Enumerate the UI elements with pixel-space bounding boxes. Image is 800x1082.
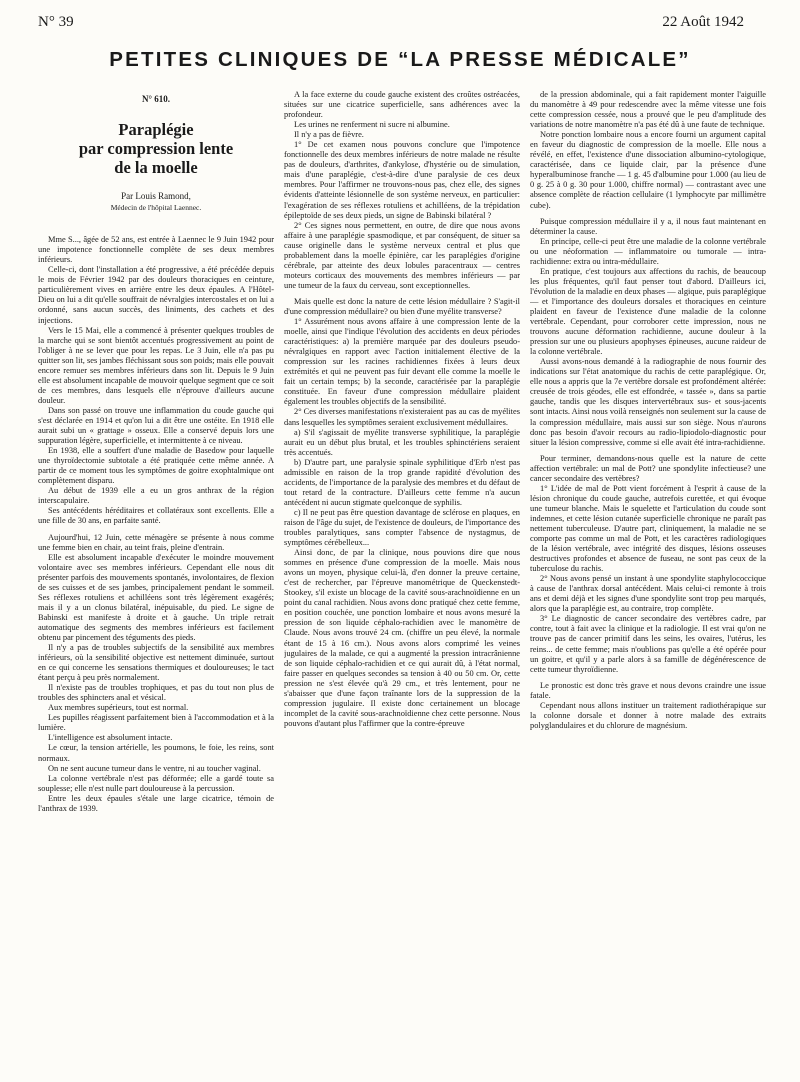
paragraph: 2° Nous avons pensé un instant à une spondylite staphylococcique à cause de l'anthrax dorsal antécédent. Mais celui-ci remonte à trois ans et demi déjà et les signes d'une spondylite sont trop peu marqués, alors que la paraplégie est, au contraire, trop complète. [530, 574, 766, 614]
paragraph: Mais quelle est donc la nature de cette lésion médullaire ? S'agit-il d'une compression médullaire? ou bien d'une myélite transverse? [284, 296, 520, 316]
column-2 [284, 90, 520, 1075]
paragraph: L'intelligence est absolument intacte. [48, 733, 173, 743]
paragraph: Pour terminer, demandons-nous quelle est la nature de cette affection vertébrale: un mal de Pott? une spondylite infectieuse? une cancer secondaire des vertèbres? [530, 453, 766, 483]
paragraph: b) D'autre part, une paralysie spinale syphilitique d'Erb n'est pas admissible en raison de la trop grande rapidité d'évolution des accidents, de l'importance de la paralysie des membres et du défaut de tout retard de la contracture. D'ailleurs cette femme n'a aucun antécédent ni aucun stigmate quelconque de syphilis. [284, 457, 520, 507]
article-title [38, 120, 274, 177]
paragraph: Ainsi donc, de par la clinique, nous pouvions dire que nous sommes en présence d'une compression de la moelle. Mais nous avons un moyen, physique celui-là, d'en donner la preuve certaine, c'est de rechercher, par l'épreuve manométrique de Queckenstedt-Stookey, s'il existe un blocage de la cavité sous-arachnoïdienne en un point du canal rachidien. Nous avons donc pratiqué chez cette femme, en position couchée, une ponction lombaire et nous avons mesuré la pression de son liquide céphalo-rachidien avec le manomètre de Claude. Nous avons trouvé 24 cm. (chiffre un peu élevé, la normale étant de 15 à 16 cm.). Nous avons alors comprimé les veines jugulaires de la malade, ce qui a augmenté la pression intracrânienne de son liquide céphalo-rachidien et ce qui aurait dû, à l'état normal, faire passer en quelques secondes sa tension à 40 ou 50 cm. Or, cette pression ne s'est élevée qu'à 29 cm., et très lentement, pour ne s'abaisser que d'une façon traînante lors de la suppression de la compression jugulaire. Il existe donc certainement un blocage incomplet de la cavité sous-arachnoïdienne chez cette personne. Nous pouvons d'autant plus l'affirmer que la contre-épreuve [284, 548, 520, 728]
column-3 [530, 90, 766, 1075]
paragraph: Notre ponction lombaire nous a encore fourni un argument capital en faveur du diagnostic de compression de la moelle. Elle nous a révélé, en effet, l'existence d'une dissociation albumino-cytologique, caractérisée, dans ce liquide clair, par la présence d'une hyperalbuminose franche — 1 g. 45 d'albumine pour 1.000 (au lieu de 0 g. 25 à 0 g. 30 pour 1.000, chiffre normal) — contrastant avec une absence complète de réaction cellulaire (1 lymphocyte par millimètre cube). [530, 130, 766, 210]
paragraph: Aux membres supérieurs, tout est normal. [48, 703, 189, 713]
paragraph: Il n'y a pas de fièvre. [294, 130, 364, 140]
title-line: Paraplégie [118, 120, 194, 140]
paragraph: 2° Ces signes nous permettent, en outre, de dire que nous avons affaire à une paraplégie spasmodique, et par conséquent, de situer sa cause originelle dans le système nerveux central et plus que probablement dans la moelle épinière, car les paraplégies d'origine cérébrale, par atteinte des deux lobules paracentraux — centres moteurs corticaux des mouvements des membres inférieurs — par une tumeur de la faux du cerveau, sont exceptionnelles. [284, 220, 520, 290]
author-affiliation: Médecin de l'hôpital Laennec. [110, 203, 202, 213]
issue-number: N° 39 [38, 14, 74, 30]
paragraph: Vers le 15 Mai, elle a commencé à présenter quelques troubles de la marche qui se sont bientôt accentués progressivement au point de l'obliger à ne se lever que pour les repas. Le 3 Juin, elle n'a pas pu quitter son lit, ses jambes fléchissant sous son poids; mais elle pouvait encore remuer ses membres inférieurs dans son lit. Depuis le 9 Juin elle est absolument incapable de mouvoir quelque segment que ce soit de ces membres, dans lesquels elle n'éprouve d'ailleurs aucune douleur. [38, 325, 274, 405]
article-author: Par Louis Ramond, [121, 191, 191, 202]
journal-banner: PETITES CLINIQUES DE “LA PRESSE MÉDICALE” [109, 48, 691, 71]
paragraph: Les pupilles réagissent parfaitement bien à l'accommodation et à la lumière. [38, 713, 274, 733]
column-1 [38, 92, 274, 1077]
paragraph: Le pronostic est donc très grave et nous devons craindre une issue fatale. [530, 680, 766, 700]
paragraph: La colonne vertébrale n'est pas déformée; elle a gardé toute sa souplesse; elle n'est nulle part douloureuse à la percussion. [38, 773, 274, 793]
paragraph: Aussi avons-nous demandé à la radiographie de nous fournir des indications sur l'état anatomique du rachis de cette paraplégique. Or, elle nous a appris que la 7e vertèbre dorsale est profondément altérée: creusée de trois géodes, elle est effondrée, « tassée », dans sa partie gauche, tandis que les disques intervertébraux sus- et sous-jacents sont intacts. Ainsi nous voilà renseignés non seulement sur la cause de la compression médullaire, mais aussi sur son siège. Nous n'aurons donc pas besoin d'avoir recours au radio-lipiodolo-diagnostic pour situer la lésion compressive, comme si elle avait été intra-rachidienne. [530, 357, 766, 447]
paragraph: Aujourd'hui, 12 Juin, cette ménagère se présente à nous comme une femme bien en chair, au teint frais, pleine d'entrain. [38, 532, 274, 552]
paragraph: 2° Ces diverses manifestations n'existeraient pas au cas de myélites dans lesquelles les symptômes seraient exclusivement médullaires. [284, 407, 520, 427]
paragraph: Elle est absolument incapable d'exécuter le moindre mouvement volontaire avec ses membres inférieurs. Cependant elle nous dit présenter parfois des mouvements spontanés, involontaires, de flexion de ses cuisses et de ses jambes, principalement pendant le sommeil. Ses réflexes rotuliens et achilléens sont très légèrement exagérés; mais il y a un clonus bilatéral, inépuisable, du pied. Le signe de Babinski est manifeste à droite et à gauche. Un triple retrait automatique des segments des membres inférieurs est facilement obtenu par pincement des téguments des pieds. [38, 552, 274, 642]
title-line: par compression lente [78, 139, 234, 159]
paragraph: En 1938, elle a souffert d'une maladie de Basedow pour laquelle une thyroïdectomie subtotale a été pratiquée cette même année. A partir de ce moment tous les symptômes de goitre exophtalmique ont complètement disparu. [38, 446, 274, 486]
paragraph: 1° Assurément nous avons affaire à une compression lente de la moelle, ainsi que l'indique l'évolution des accidents en deux périodes caractéristiques: a) la première marquée par des douleurs pseudo-névralgiques en rapport avec l'action initialement élective de la compression sur les racines rachidiennes fixées à leurs deux extrémités et qui ne peuvent pas fuir devant elle comme la moelle le fait un certain temps; b) la seconde, caractérisée par la paraplégie constituée. En faveur d'une compression médullaire plaident également les troubles objectifs de la sensibilité. [284, 317, 520, 407]
article-number: N° 610. [141, 94, 171, 104]
paragraph: En pratique, c'est toujours aux affections du rachis, de beaucoup les plus fréquentes, qu'il faut penser tout d'abord. D'ailleurs ici, l'évolution de la maladie en deux phases — algique, puis paraplégique — et l'importance des douleurs dorsales et thoraciques en ceinture plaident en faveur de l'existence d'une maladie de la colonne vertébrale. Cependant, pour corroborer cette impression, nous ne trouvons aucune déformation rachidienne, aucune douleur à la pression sur une ou plusieurs apophyses épineuses, aucune raideur de la colonne vertébrale. [530, 266, 766, 357]
paragraph: 1° De cet examen nous pouvons conclure que l'impotence fonctionnelle des deux membres inférieurs de notre malade ne résulte pas de douleurs, d'arthrites, d'ankylose, d'hystérie ou de simulation, mais d'une paraplégie, c'est-à-dire d'une paralysie de ces deux membres. Pour l'affirmer ne trouvons-nous pas, chez elle, des signes évidents d'atteinte lésionnelle de son système nerveux, en particulier: l'exagération de ses réflexes rotuliens et achilléens, de la trépidation épileptoïde de ses deux pieds, un signe de Babinski bilatéral ? [284, 140, 520, 220]
paragraph: En principe, celle-ci peut être une maladie de la colonne vertébrale ou une néoformation — inflammatoire ou tumorale — intra-rachidienne: extra ou intra-médullaire. [530, 236, 766, 266]
paragraph: Il n'y a pas de troubles subjectifs de la sensibilité aux membres inférieurs, où la sensibilité objective est nettement diminuée, surtout en ce qui concerne les sensations thermiques et douloureuses; le tact étant perçu à peu près normalement. [38, 643, 274, 683]
paragraph: 3° Le diagnostic de cancer secondaire des vertèbres cadre, par contre, tout à fait avec la clinique et la radiologie. Il est vrai qu'on ne trouve pas de cancer primitif dans les seins, les ovaires, l'utérus, les reins... de cette femme; mais n'oublions pas qu'elle a été opérée pour un goitre, et qu'il y a parle alors à sa famille de dégénérescence de cette tumeur thyroïdienne. [530, 614, 766, 674]
column-1-body [38, 235, 274, 814]
paragraph: Le cœur, la tension artérielle, les poumons, le foie, les reins, sont normaux. [38, 743, 274, 763]
paragraph: Mme S..., âgée de 52 ans, est entrée à Laennec le 9 Juin 1942 pour une impotence fonctionnelle complète de ses deux membres inférieurs. [38, 235, 274, 265]
paragraph: Dans son passé on trouve une inflammation du coude gauche qui s'est déclarée en 1914 et qu'on lui a dit être une ostéite. En 1918 elle aurait subi un « grattage » osseux. Elle a conservé depuis lors une suppuration légère, superficielle, et intermittente à ce niveau. [38, 405, 274, 446]
paragraph: 1° L'idée de mal de Pott vient forcément à l'esprit à cause de la lésion chronique du coude gauche, autrefois curettée, et qui évoque une tumeur blanche. Mais le squelette et l'articulation du coude sont indemnes, et cette lésion cutanée superficielle chronique ne paraît pas nettement tuberculeuse. D'autre part, cliniquement, la maladie ne se comporte pas comme un mal de Pott, et les caractères radiologiques de la lésion vertébrale, avec intégrité des disques, lésions osseuses destructives profondes et absence de fuseau, ne sont pas ceux de la tuberculose du rachis. [530, 483, 766, 574]
paragraph: c) Il ne peut pas être question davantage de sclérose en plaques, en raison de l'âge du sujet, de l'existence de douleurs, de l'importance des troubles paralytiques, sans compter l'absence de nystagmus, de symptômes cérébelleux... [284, 507, 520, 548]
paragraph: Les urines ne renferment ni sucre ni albumine. [294, 120, 450, 130]
paragraph: Entre les deux épaules s'étale une large cicatrice, témoin de l'anthrax de 1939. [38, 793, 274, 813]
paragraph: On ne sent aucune tumeur dans le ventre, ni au toucher vaginal. [48, 763, 261, 773]
paragraph: de la pression abdominale, qui a fait rapidement monter l'aiguille du manomètre à 49 pour redescendre avec la même vitesse une fois cette compression cessée, nous a prouvé que le peu d'amplitude des variations de notre manomètre n'a pas été dû à une faute de technique. [530, 90, 766, 130]
paragraph: Cependant nous allons instituer un traitement radiothérapique sur la colonne dorsale et donner à notre malade des extraits polyglandulaires et du chlorure de magnésium. [530, 700, 766, 730]
paragraph: Ses antécédents héréditaires et collatéraux sont excellents. Elle a une fille de 30 ans, en parfaite santé. [38, 506, 274, 526]
paragraph: Il n'existe pas de troubles trophiques, et pas du tout non plus de troubles des sphincters anal et vésical. [38, 683, 274, 703]
paragraph: A la face externe du coude gauche existent des croûtes ostréacées, situées sur une cicatrice superficielle, sans adhérences avec la profondeur. [284, 90, 520, 120]
paragraph: a) S'il s'agissait de myélite transverse syphilitique, la paraplégie aurait eu un début plus brutal, et les troubles sphinctériens seraient très accentués. [284, 427, 520, 457]
title-line: de la moelle [114, 158, 198, 178]
paragraph: Au début de 1939 elle a eu un gros anthrax de la région interscapulaire. [38, 486, 274, 506]
issue-date: 22 Août 1942 [662, 14, 744, 30]
paragraph: Puisque compression médullaire il y a, il nous faut maintenant en déterminer la cause. [530, 216, 766, 236]
paragraph: Celle-ci, dont l'installation a été progressive, a été précédée depuis le mois de Février 1942 par des douleurs thoraciques en ceinture, particulièrement vives en arrière entre les deux épaules. A l'Hôtel-Dieu on lui a dit qu'elle souffrait de névralgies intercostales et on lui a ordonné, sans aucun succès, des liniments, des cachets et des injections. [38, 265, 274, 325]
